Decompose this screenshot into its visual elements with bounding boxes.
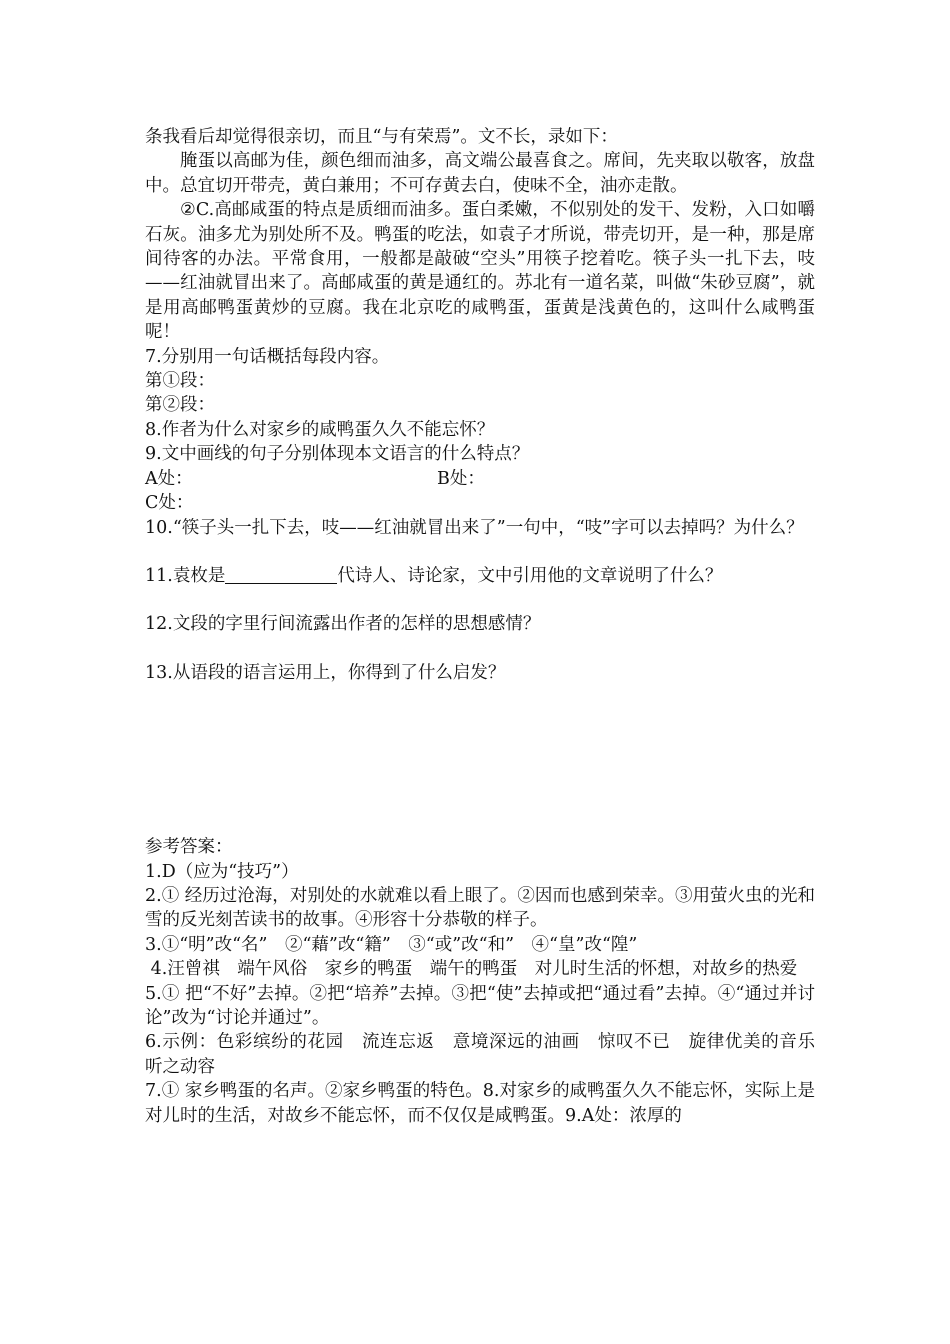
passage-intro-line: 条我看后却觉得很亲切，而且“与有荣焉”。文不长，录如下： (145, 127, 618, 147)
spacer (145, 540, 815, 564)
answer-5: 5.① 把“不好”去掉。②把“培养”去掉。③把“使”去掉或把“通过看”去掉。④“通过并讨论”改为“讨论并通过”。 (145, 983, 815, 1028)
answers-heading: 参考答案： (145, 837, 233, 858)
answer-2: 2.① 经历过沧海，对别处的水就难以看上眼了。②因而也感到荣幸。③用萤火虫的光和雪的反光刻苦读书的故事。④形容十分恭敬的样子。 (145, 885, 815, 931)
question-9-a: A处： (145, 468, 193, 489)
answer-6: 6.示例：色彩缤纷的花园 流连忘返 意境深远的油画 惊叹不已 旋律优美的音乐 听之动容 (145, 1032, 833, 1077)
question-8: 8.作者为什么对家乡的咸鸭蛋久久不能忘怀？ (145, 419, 495, 440)
spacer (145, 685, 815, 835)
question-9-ab-row (145, 467, 815, 491)
question-9-b: B处： (437, 468, 485, 489)
question-11-prefix: 11.袁枚是 (145, 565, 226, 586)
fill-in-blank (225, 565, 337, 584)
question-7-paragraph-2: 第②段： (145, 395, 215, 416)
spacer (145, 588, 815, 612)
question-9-c: C处： (145, 493, 194, 514)
question-11-suffix: 代诗人、诗论家，文中引用他的文章说明了什么？ (337, 565, 723, 586)
answer-7-8-9: 7.① 家乡鸭蛋的名声。②家乡鸭蛋的特色。8.对家乡的咸鸭蛋久久不能忘怀，实际上是对儿时的生活，对故乡不能忘怀，而不仅仅是咸鸭蛋。9.A处：浓厚的 (145, 1081, 815, 1126)
question-7: 7.分别用一句话概括每段内容。 (145, 346, 390, 367)
answer-3: 3.①“明”改“名” ②“藉”改“籍” ③“或”改“和” ④“皇”改“隍” (145, 934, 638, 955)
answer-4: 4.汪曾祺 端午风俗 家乡的鸭蛋 端午的鸭蛋 对儿时生活的怀想，对故乡的热爱 (145, 959, 798, 980)
answer-1: 1.D（应为“技巧”） (145, 861, 299, 882)
question-11 (145, 564, 815, 588)
passage-paragraph-2: ②C.高邮咸蛋的特点是质细而油多。蛋白柔嫩，不似别处的发干、发粉，入口如嚼石灰。油多尤为别处所不及。鸭蛋的吃法，如袁子才所说，带壳切开，是一种，那是席间待客的办法。平常食用，一般都是敲破“空头”用筷子挖着吃。筷子头一扎下去，吱——红油就冒出来了。高邮咸蛋的黄是通红的。苏北有一道名菜，叫做“朱砂豆腐”，就是用高邮鸭蛋黄炒的豆腐。我在北京吃的咸鸭蛋，蛋黄是浅黄色的，这叫什么咸鸭蛋呢！ (145, 200, 815, 343)
question-7-paragraph-1: 第①段： (145, 371, 215, 392)
spacer (145, 637, 815, 661)
question-12: 12.文段的字里行间流露出作者的怎样的思想感情？ (145, 614, 541, 635)
document-page (145, 125, 833, 1128)
passage-quote-paragraph: 腌蛋以高邮为佳，颜色细而油多，高文端公最喜食之。席间，先夹取以敬客，放盘中。总宜切开带壳，黄白兼用；不可存黄去白，使味不全，油亦走散。 (145, 151, 815, 196)
question-9: 9.文中画线的句子分别体现本文语言的什么特点？ (145, 444, 530, 465)
question-10: 10.“筷子头一扎下去，吱——红油就冒出来了”一句中，“吱”字可以去掉吗？为什么？ (145, 517, 804, 538)
question-13: 13.从语段的语言运用上，你得到了什么启发？ (145, 662, 506, 683)
